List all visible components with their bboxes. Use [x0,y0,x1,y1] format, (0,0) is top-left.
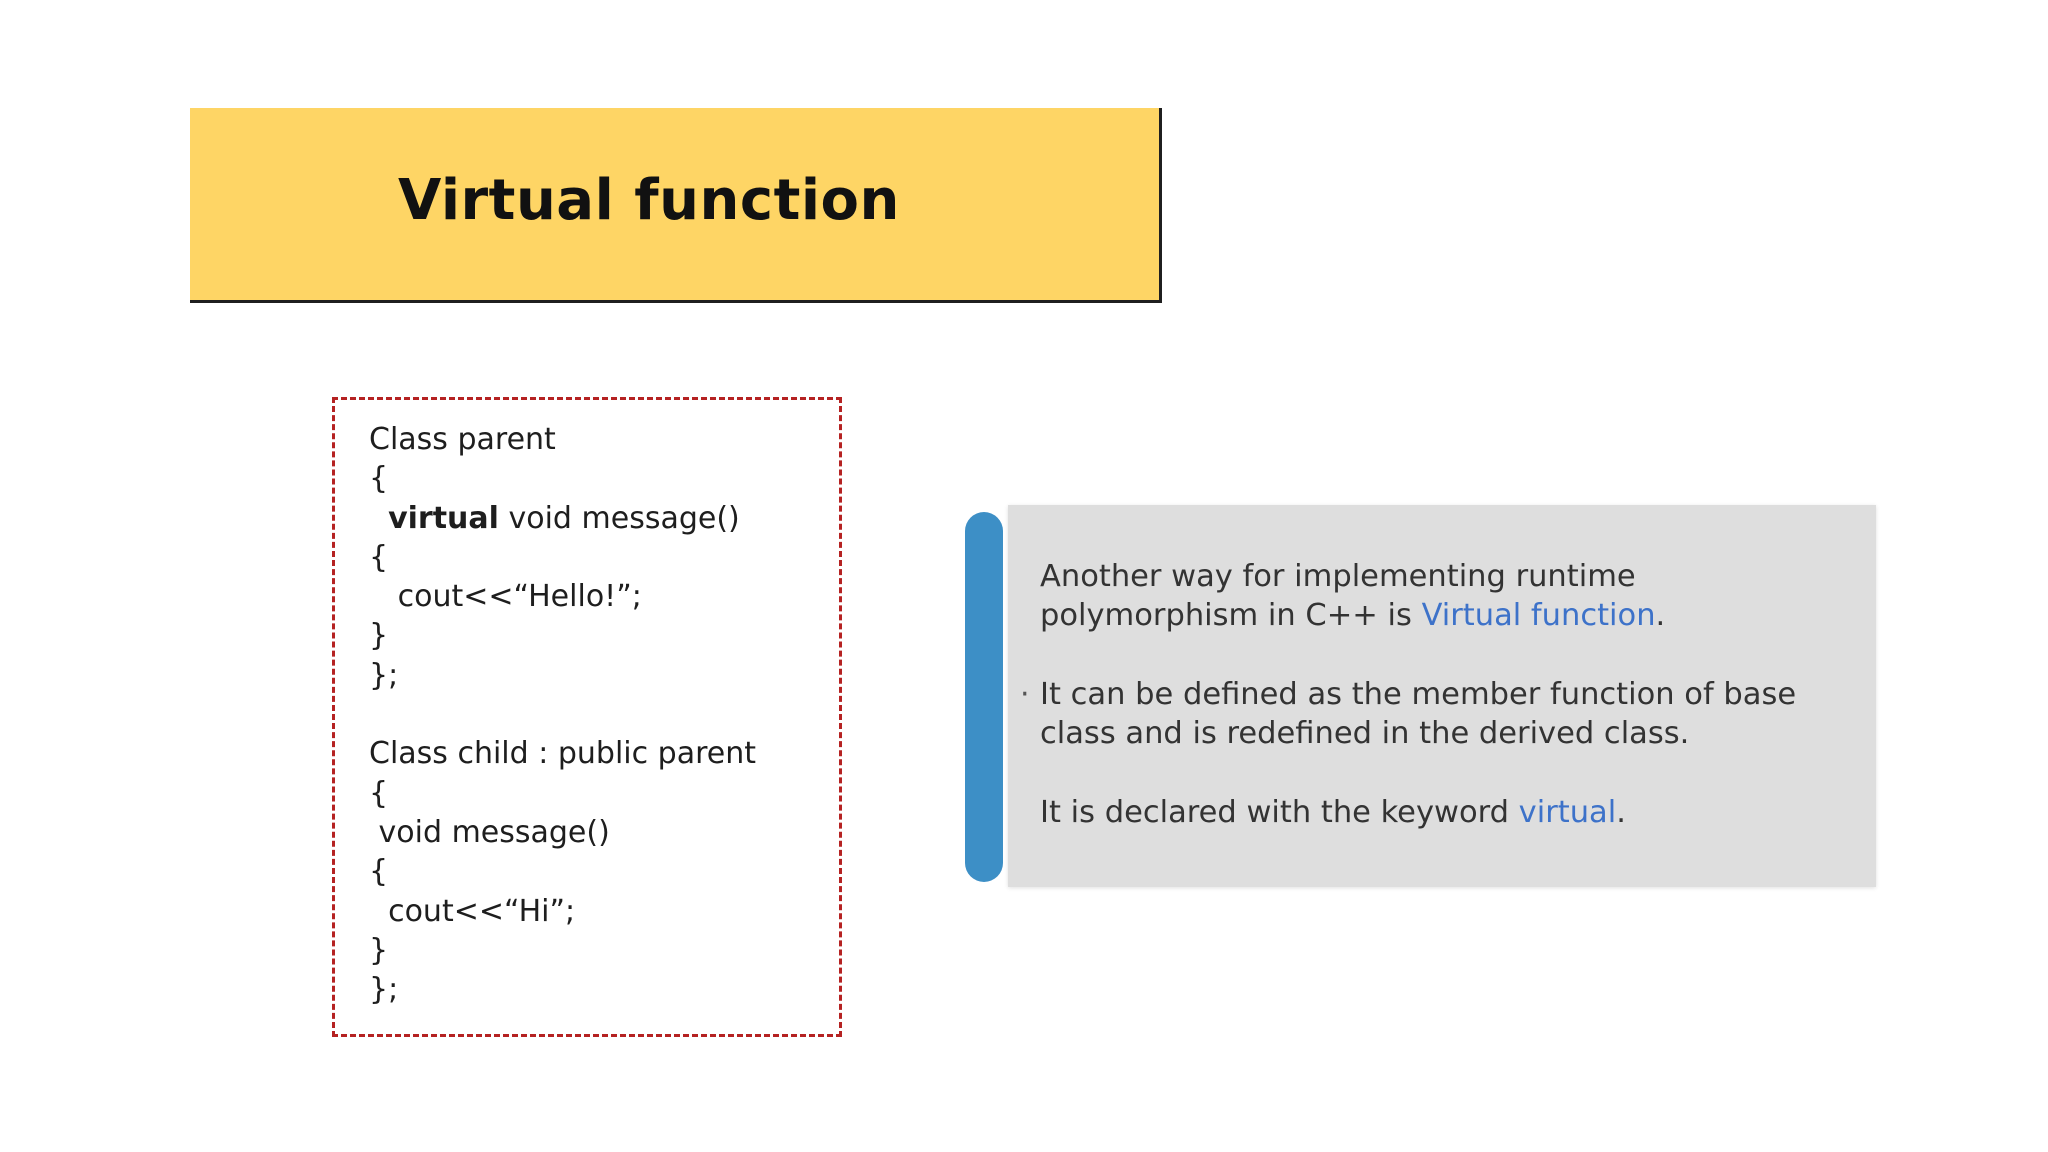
code-line: }; [369,972,399,1008]
code-line: }; [369,657,399,693]
code-line-text: cout<<“Hello!”; [397,579,642,615]
info-accent-bar [965,512,1003,882]
slide-title: Virtual function [398,168,900,233]
virtual-keyword-highlight: virtual [1518,795,1617,830]
code-line-indented [369,892,756,931]
code-line: Class parent [369,422,556,457]
code-line: { [369,539,389,575]
virtual-keyword: virtual [388,500,499,536]
code-line: { [369,461,389,497]
info-text: It is declared with the keyword [1040,795,1519,830]
title-banner [190,108,1162,303]
code-line: { [369,775,389,811]
code-line-text: void message() [378,814,610,850]
code-line-text: cout<<“Hi”; [388,893,576,929]
info-paragraph-member-function [1020,675,1860,753]
code-lines [369,420,756,1009]
code-line: } [369,932,389,968]
info-text: It can be defined as the member function of base class and is redefined in the derived class. [1040,677,1797,751]
code-line-indented [369,577,756,616]
info-paragraph-keyword [1040,793,1860,832]
virtual-function-highlight: Virtual function [1421,598,1656,633]
code-line-indented [369,813,756,852]
info-text-end: . [1655,598,1666,633]
code-gap [369,695,756,734]
info-box [1008,505,1876,887]
code-line-text: void message() [508,500,740,536]
code-line-virtual-method [369,499,756,538]
code-line: } [369,618,389,654]
code-line: Class child : public parent [369,736,756,772]
info-paragraph-definition [1040,557,1860,635]
info-text-end: . [1616,795,1626,830]
info-text: Another way for implementing runtime polymorphism in C++ is [1040,559,1636,633]
bullet-dot: · [1020,677,1030,712]
code-example-box [332,397,842,1037]
code-line: { [369,854,389,890]
